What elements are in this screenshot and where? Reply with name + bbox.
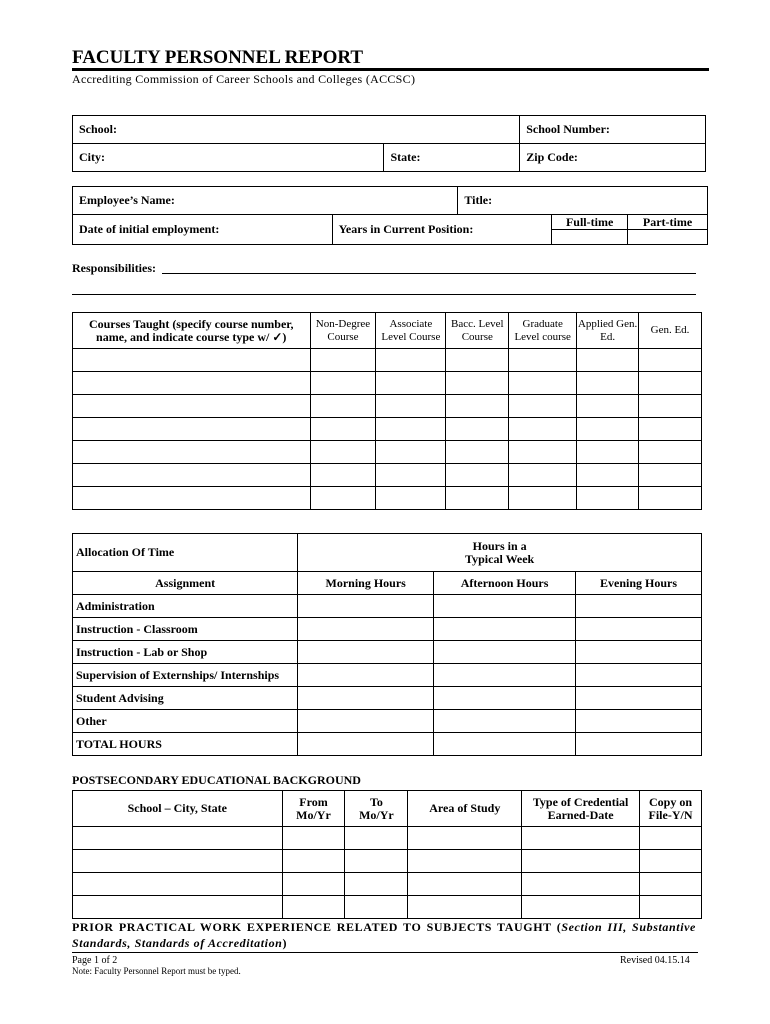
school-info-table [72, 115, 706, 172]
years-position-field[interactable] [332, 215, 552, 245]
courses-header: Courses Taught (specify course number, name, and indicate course type w/ ✓) [73, 313, 311, 349]
hours-cell[interactable] [298, 687, 434, 710]
edu-cell[interactable] [345, 827, 408, 850]
hours-cell[interactable] [298, 733, 434, 756]
edu-cell[interactable] [522, 827, 640, 850]
edu-cell[interactable] [73, 873, 283, 896]
col-bacc: Bacc. Level Course [446, 313, 509, 349]
col-copy-on-file: Copy on File-Y/N [640, 791, 702, 827]
edu-cell[interactable] [345, 850, 408, 873]
course-type-cell[interactable] [509, 349, 577, 372]
col-credential: Type of Credential Earned-Date [522, 791, 640, 827]
course-type-cell[interactable] [310, 487, 376, 510]
edu-cell[interactable] [282, 850, 345, 873]
col-area-of-study: Area of Study [408, 791, 522, 827]
work-heading-close: ) [282, 936, 288, 950]
course-type-cell[interactable] [310, 441, 376, 464]
course-type-cell[interactable] [446, 418, 509, 441]
zip-field[interactable] [520, 144, 706, 172]
table-row [73, 349, 702, 372]
course-type-cell[interactable] [639, 418, 702, 441]
footer-page: Page 1 of 2 [72, 955, 118, 966]
edu-cell[interactable] [282, 827, 345, 850]
course-type-cell[interactable] [577, 441, 639, 464]
course-type-cell[interactable] [376, 464, 446, 487]
hours-cell[interactable] [434, 664, 576, 687]
city-field[interactable] [73, 144, 384, 172]
hours-cell[interactable] [576, 595, 702, 618]
hours-cell[interactable] [298, 641, 434, 664]
col-graduate: Graduate Level course [509, 313, 577, 349]
course-type-cell[interactable] [639, 349, 702, 372]
hours-cell[interactable] [576, 664, 702, 687]
school-label: School: [79, 122, 118, 136]
col-school-city-state: School – City, State [73, 791, 283, 827]
hours-cell[interactable] [298, 710, 434, 733]
edu-cell[interactable] [73, 850, 283, 873]
course-cell[interactable] [73, 441, 311, 464]
footer-note: Note: Faculty Personnel Report must be typed. [72, 966, 241, 976]
course-type-cell[interactable] [376, 395, 446, 418]
hours-cell[interactable] [576, 618, 702, 641]
employee-info-table [72, 186, 708, 245]
full-time-header: Full-time [552, 215, 628, 230]
course-type-cell[interactable] [639, 441, 702, 464]
table-row [73, 641, 702, 664]
footer-revised: Revised 04.15.14 [620, 955, 690, 966]
page-subtitle: Accrediting Commission of Career Schools and Colleges (ACCSC) [72, 72, 416, 86]
course-type-cell[interactable] [310, 349, 376, 372]
course-cell[interactable] [73, 372, 311, 395]
course-type-cell[interactable] [577, 349, 639, 372]
allocation-table [72, 533, 702, 756]
course-type-cell[interactable] [639, 464, 702, 487]
course-type-cell[interactable] [639, 395, 702, 418]
row-other: Other [73, 710, 298, 733]
evening-header: Evening Hours [576, 572, 702, 595]
edu-cell[interactable] [282, 896, 345, 919]
col-to: To Mo/Yr [345, 791, 408, 827]
hours-cell[interactable] [434, 595, 576, 618]
edu-cell[interactable] [522, 873, 640, 896]
responsibilities-line-2[interactable] [72, 294, 696, 295]
title-label: Title: [464, 193, 493, 207]
work-heading-italic: Section III, Substantive Standards, Standards of Accreditation [72, 920, 696, 950]
table-row [73, 664, 702, 687]
hours-cell[interactable] [434, 641, 576, 664]
hours-header: Hours in a Typical Week [298, 534, 702, 572]
edu-cell[interactable] [408, 827, 522, 850]
course-type-cell[interactable] [446, 464, 509, 487]
course-type-cell[interactable] [376, 487, 446, 510]
table-row [73, 827, 702, 850]
course-type-cell[interactable] [446, 487, 509, 510]
table-row [73, 850, 702, 873]
col-non-degree: Non-Degree Course [310, 313, 376, 349]
course-type-cell[interactable] [376, 372, 446, 395]
row-instruction-lab: Instruction - Lab or Shop [73, 641, 298, 664]
course-type-cell[interactable] [577, 418, 639, 441]
allocation-title: Allocation Of Time [73, 534, 298, 572]
hours-cell[interactable] [298, 595, 434, 618]
courses-table [72, 312, 702, 510]
edu-cell[interactable] [345, 873, 408, 896]
course-type-cell[interactable] [446, 441, 509, 464]
edu-cell[interactable] [73, 896, 283, 919]
col-applied-gen-ed: Applied Gen. Ed. [577, 313, 639, 349]
col-from: From Mo/Yr [282, 791, 345, 827]
hours-cell[interactable] [576, 641, 702, 664]
col-gen-ed: Gen. Ed. [639, 313, 702, 349]
work-heading-main: PRIOR PRACTICAL WORK EXPERIENCE RELATED TO SUBJECTS TAUGHT ( [72, 920, 562, 934]
col-associate: Associate Level Course [376, 313, 446, 349]
table-row [73, 873, 702, 896]
row-total-hours: TOTAL HOURS [73, 733, 298, 756]
title-rule [72, 68, 709, 71]
hours-cell[interactable] [298, 618, 434, 641]
responsibilities-label: Responsibilities: [72, 261, 157, 275]
course-type-cell[interactable] [509, 372, 577, 395]
course-type-cell[interactable] [446, 395, 509, 418]
table-row [73, 595, 702, 618]
school-number-field[interactable] [520, 116, 706, 144]
course-type-cell[interactable] [577, 464, 639, 487]
course-type-cell[interactable] [509, 395, 577, 418]
course-type-cell[interactable] [310, 395, 376, 418]
course-type-cell[interactable] [310, 372, 376, 395]
course-cell[interactable] [73, 487, 311, 510]
course-cell[interactable] [73, 464, 311, 487]
employee-name-field[interactable] [73, 187, 458, 215]
zip-label: Zip Code: [526, 150, 578, 164]
hours-cell[interactable] [576, 687, 702, 710]
edu-cell[interactable] [282, 873, 345, 896]
table-row [73, 395, 702, 418]
course-type-cell[interactable] [577, 372, 639, 395]
title-field[interactable] [458, 187, 708, 215]
city-label: City: [79, 150, 105, 164]
school-number-label: School Number: [526, 122, 610, 136]
table-row [73, 687, 702, 710]
course-type-cell[interactable] [509, 418, 577, 441]
hours-cell[interactable] [576, 710, 702, 733]
course-type-cell[interactable] [446, 372, 509, 395]
employee-name-label: Employee’s Name: [79, 193, 175, 207]
edu-cell[interactable] [640, 827, 702, 850]
hours-cell[interactable] [434, 618, 576, 641]
course-type-cell[interactable] [376, 349, 446, 372]
hours-cell[interactable] [434, 733, 576, 756]
responsibilities-line-1[interactable] [162, 273, 696, 274]
years-position-label: Years in Current Position: [338, 222, 474, 236]
state-label: State: [390, 150, 421, 164]
state-field[interactable] [384, 144, 520, 172]
hours-cell[interactable] [298, 664, 434, 687]
edu-cell[interactable] [640, 850, 702, 873]
course-type-cell[interactable] [376, 441, 446, 464]
edu-cell[interactable] [522, 896, 640, 919]
course-type-cell[interactable] [446, 349, 509, 372]
row-student-advising: Student Advising [73, 687, 298, 710]
table-row [73, 710, 702, 733]
edu-cell[interactable] [522, 850, 640, 873]
hours-cell[interactable] [576, 733, 702, 756]
edu-cell[interactable] [640, 873, 702, 896]
table-row [73, 464, 702, 487]
course-type-cell[interactable] [577, 395, 639, 418]
table-row [73, 618, 702, 641]
assignment-header: Assignment [73, 572, 298, 595]
course-cell[interactable] [73, 395, 311, 418]
education-title: POSTSECONDARY EDUCATIONAL BACKGROUND [72, 773, 361, 787]
date-initial-label: Date of initial employment: [79, 222, 220, 236]
edu-cell[interactable] [408, 850, 522, 873]
edu-cell[interactable] [345, 896, 408, 919]
course-cell[interactable] [73, 418, 311, 441]
course-type-cell[interactable] [577, 487, 639, 510]
full-time-checkbox[interactable] [552, 230, 628, 245]
row-administration: Administration [73, 595, 298, 618]
course-type-cell[interactable] [639, 487, 702, 510]
footer-rule [72, 952, 698, 953]
table-row [73, 487, 702, 510]
course-type-cell[interactable] [509, 487, 577, 510]
table-row [73, 418, 702, 441]
afternoon-header: Afternoon Hours [434, 572, 576, 595]
table-row [73, 733, 702, 756]
work-heading [72, 919, 696, 951]
course-type-cell[interactable] [376, 418, 446, 441]
course-type-cell[interactable] [639, 372, 702, 395]
part-time-checkbox[interactable] [628, 230, 708, 245]
row-instruction-classroom: Instruction - Classroom [73, 618, 298, 641]
education-table [72, 790, 702, 919]
date-initial-field[interactable] [73, 215, 333, 245]
hours-cell[interactable] [434, 710, 576, 733]
table-row [73, 896, 702, 919]
table-row [73, 441, 702, 464]
hours-cell[interactable] [434, 687, 576, 710]
edu-cell[interactable] [408, 896, 522, 919]
edu-cell[interactable] [640, 896, 702, 919]
page-title: FACULTY PERSONNEL REPORT [72, 47, 364, 68]
edu-cell[interactable] [408, 873, 522, 896]
course-type-cell[interactable] [310, 464, 376, 487]
school-field[interactable] [73, 116, 520, 144]
course-type-cell[interactable] [310, 418, 376, 441]
part-time-header: Part-time [628, 215, 708, 230]
table-row [73, 372, 702, 395]
course-type-cell[interactable] [509, 464, 577, 487]
edu-cell[interactable] [73, 827, 283, 850]
course-type-cell[interactable] [509, 441, 577, 464]
morning-header: Morning Hours [298, 572, 434, 595]
row-supervision: Supervision of Externships/ Internships [73, 664, 298, 687]
course-cell[interactable] [73, 349, 311, 372]
